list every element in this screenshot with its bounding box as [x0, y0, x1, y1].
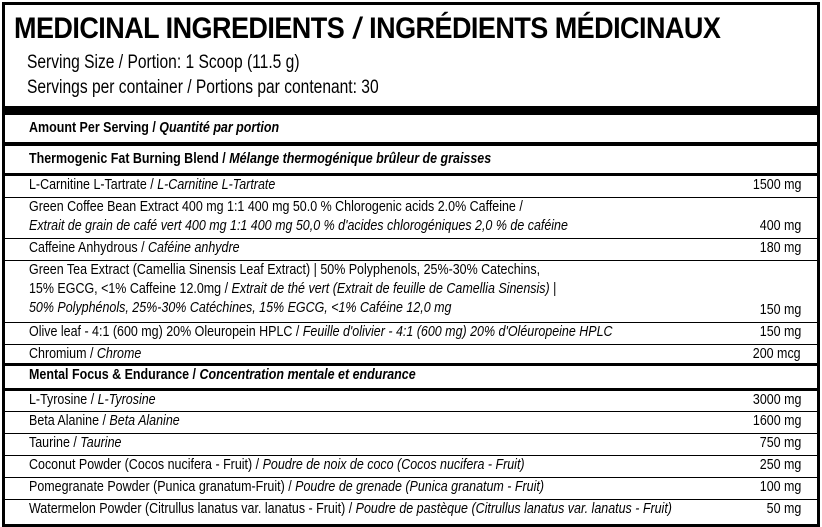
panel-title — [14, 9, 720, 49]
separator: / — [148, 120, 160, 136]
ingredient-en: Caffeine Anhydrous — [29, 240, 138, 256]
ingredient-amount: 150 mg — [759, 324, 801, 340]
ingredient-en: Green Coffee Bean Extract 400 mg 1:1 400 mg 50.0 % Chlorogenic acids 2.0% Caffeine / — [29, 199, 523, 215]
separator: / — [137, 240, 149, 256]
separator: / — [69, 435, 81, 451]
separator: / — [99, 413, 110, 429]
servings-per-container: Servings per container / Portions par contenant: 30 — [27, 77, 379, 98]
ingredient-fr: Caféine anhydre — [148, 240, 240, 256]
title-separator: / — [353, 12, 361, 45]
ingredient-en-continued: 15% EGCG, <1% Caffeine 12.0mg / — [29, 281, 232, 297]
ingredient-en: Coconut Powder (Cocos nucifera - Fruit) — [29, 457, 253, 473]
ingredient-amount: 400 mg — [759, 218, 801, 234]
ingredient-amount: 50 mg — [766, 501, 801, 517]
ingredient-fr: Chrome — [96, 346, 142, 362]
ingredient-en: Beta Alanine — [29, 413, 100, 429]
ingredient-fr: Extrait de grain de café vert 400 mg 1:1 400 mg 50,0 % d'acides chlorogéniques 2,0 % de caféine — [29, 218, 568, 234]
separator: / — [189, 367, 200, 383]
separator: / — [87, 392, 98, 408]
ingredient-amount: 100 mg — [759, 479, 801, 495]
ingredient-en: Pomegranate Powder (Punica granatum-Fruit) — [29, 479, 285, 495]
title-english: MEDICINAL INGREDIENTS — [14, 12, 345, 45]
ingredient-amount: 200 mcg — [753, 346, 801, 362]
ingredient-fr: L-Tyrosine — [97, 392, 156, 408]
title-french: INGRÉDIENTS MÉDICINAUX — [369, 12, 721, 45]
separator: / — [86, 346, 97, 362]
separator: / — [345, 501, 356, 517]
ingredient-en: L-Carnitine L-Tartrate — [29, 177, 147, 193]
ingredient-en: Watermelon Powder (Citrullus lanatus var. lanatus - Fruit) — [29, 501, 346, 517]
ingredient-fr: Feuille d'olivier - 4:1 (600 mg) 20% d'Oléuropeine HPLC — [302, 324, 613, 340]
ingredient-fr: Poudre de pastèque (Citrullus lanatus var. lanatus - Fruit) — [355, 501, 672, 517]
separator: | — [549, 281, 557, 297]
separator: / — [218, 151, 230, 167]
medium-divider — [5, 142, 817, 146]
ingredients-panel — [2, 2, 820, 527]
ingredient-amount: 250 mg — [759, 457, 801, 473]
ingredient-fr: Taurine — [80, 435, 122, 451]
amount-header-fr: Quantité par portion — [159, 120, 280, 136]
divider — [5, 433, 817, 434]
thick-divider — [5, 106, 817, 115]
ingredient-fr: Poudre de grenade (Punica granatum - Fruit) — [295, 479, 545, 495]
blend2-header-fr: Concentration mentale et endurance — [199, 367, 416, 383]
blend1-header-en: Thermogenic Fat Burning Blend — [29, 151, 219, 167]
separator: / — [292, 324, 303, 340]
ingredient-fr: Poudre de noix de coco (Cocos nucifera - Fruit) — [262, 457, 525, 473]
blend1-header-fr: Mélange thermogénique brûleur de graisses — [229, 151, 492, 167]
ingredient-amount: 3000 mg — [752, 392, 801, 408]
blend2-header-en: Mental Focus & Endurance — [29, 367, 190, 383]
separator: / — [146, 177, 158, 193]
amount-header-en: Amount Per Serving — [29, 120, 149, 136]
ingredient-amount: 1600 mg — [752, 413, 801, 429]
ingredient-amount: 1500 mg — [752, 177, 801, 193]
ingredient-fr: Extrait de thé vert (Extrait de feuille de Camellia Sinensis) — [231, 281, 550, 297]
ingredient-amount: 150 mg — [759, 302, 801, 318]
ingredient-en: Taurine — [29, 435, 70, 451]
separator: / — [252, 457, 263, 473]
ingredient-en: L-Tyrosine — [29, 392, 88, 408]
ingredient-fr: L-Carnitine L-Tartrate — [157, 177, 276, 193]
ingredient-fr-continued: 50% Polyphénols, 25%-30% Catéchines, 15% EGCG, <1% Caféine 12,0 mg — [29, 300, 452, 316]
separator: / — [284, 479, 296, 495]
ingredient-en: Chromium — [29, 346, 87, 362]
ingredient-amount: 180 mg — [759, 240, 801, 256]
ingredient-fr: Beta Alanine — [109, 413, 180, 429]
ingredient-en: Green Tea Extract (Camellia Sinensis Leaf Extract) | 50% Polyphenols, 25%-30% Catechins, — [29, 262, 541, 278]
serving-size: Serving Size / Portion: 1 Scoop (11.5 g) — [27, 52, 300, 73]
ingredient-en: Olive leaf - 4:1 (600 mg) 20% Oleuropein HPLC — [29, 324, 293, 340]
ingredient-amount: 750 mg — [759, 435, 801, 451]
